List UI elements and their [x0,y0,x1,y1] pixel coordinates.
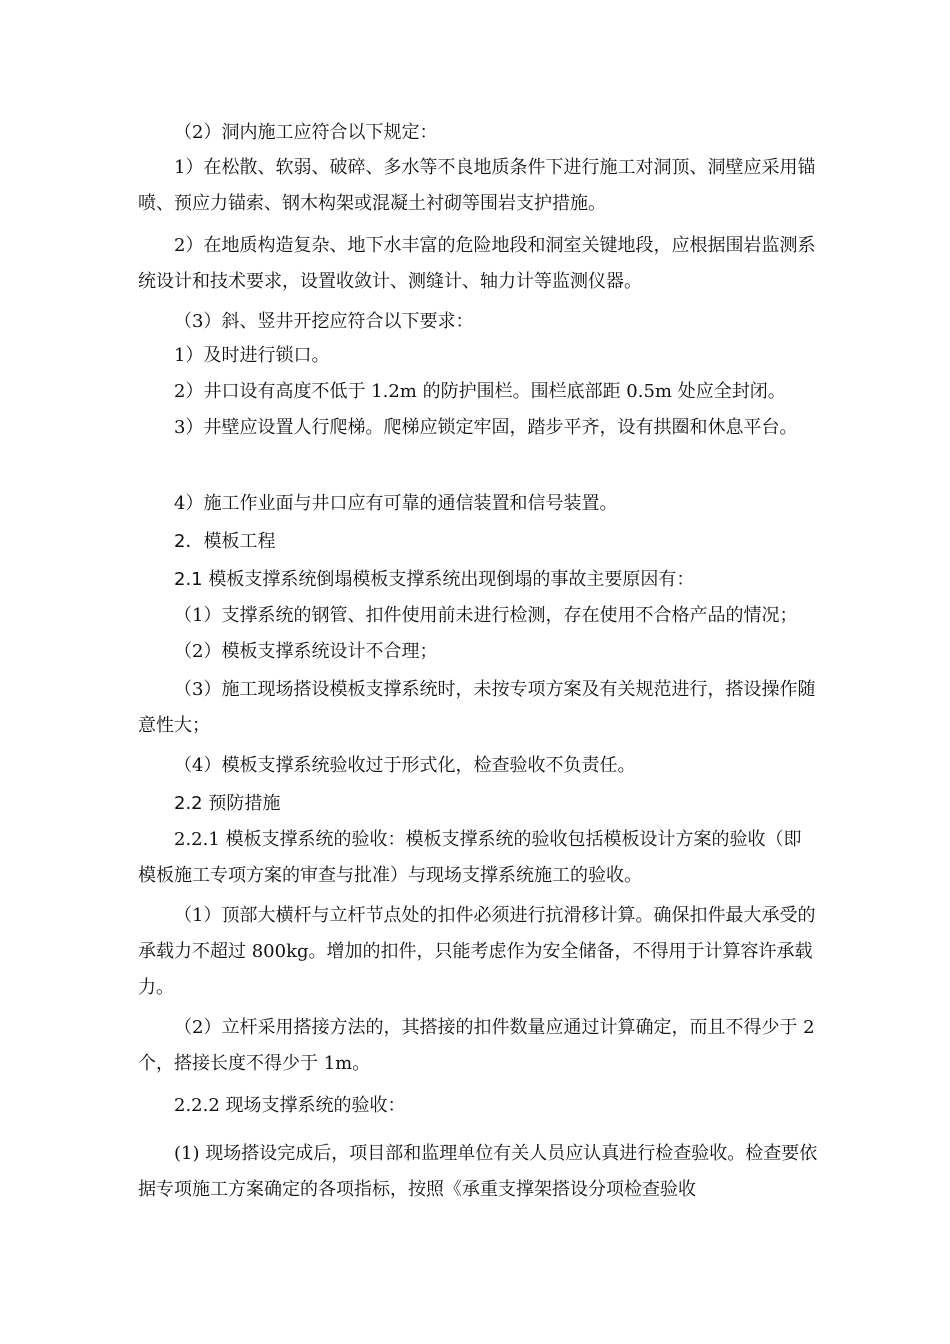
paragraph-15: （2）立杆采用搭接方法的，其搭接的扣件数量应通过计算确定，而且不得少于 2 个，搭接长度不得少于 1m。 [138,1017,815,1074]
paragraph-7: 3）井壁应设置人行爬梯。爬梯应锁定牢固，踏步平齐，设有拱圈和休息平台。 [174,417,798,438]
section-heading-2: 2．模板工程 [174,531,276,552]
subheading-2-1: 2.1 模板支撑系统倒塌 [174,569,353,590]
paragraph-2-1 [138,562,818,598]
paragraph-3: 2）在地质构造复杂、地下水丰富的危险地段和洞室关键地段，应根据围岩监测系统设计和技术要求，设置收敛计、测缝计、轴力计等监测仪器。 [138,235,816,292]
paragraph-1: （2）洞内施工应符合以下规定： [174,122,438,143]
paragraph-2-1-text: 模板支撑系统出现倒塌的事故主要原因有： [352,569,695,590]
paragraph-2: 1）在松散、软弱、破碎、多水等不良地质条件下进行施工对洞顶、洞壁应采用锚喷、预应力锚索、钢木构架或混凝土衬砌等围岩支护措施。 [138,157,816,214]
paragraph-9: （1）支撑系统的钢管、扣件使用前未进行检测，存在使用不合格产品的情况； [174,605,798,626]
paragraph-17: (1) 现场搭设完成后，项目部和监理单位有关人员应认真进行检查验收。检查要依据专项施工方案确定的各项指标，按照《承重支撑架搭设分项检查验收 [138,1143,818,1200]
paragraph-4: （3）斜、竖井开挖应符合以下要求： [174,311,474,332]
paragraph-5: 1）及时进行锁口。 [174,345,330,366]
paragraph-13: 2.2.1 模板支撑系统的验收：模板支撑系统的验收包括模板设计方案的验收（即模板施工专项方案的审查与批准）与现场支撑系统施工的验收。 [138,829,802,886]
paragraph-6: 2）井口设有高度不低于 1.2m 的防护围栏。围栏底部距 0.5m 处应全封闭。 [174,381,786,402]
paragraph-8: 4）施工作业面与井口应有可靠的通信装置和信号装置。 [174,493,618,514]
paragraph-11: （3）施工现场搭设模板支撑系统时，未按专项方案及有关规范进行，搭设操作随意性大； [138,679,816,736]
paragraph-12: （4）模板支撑系统验收过于形式化，检查验收不负责任。 [174,755,636,776]
subheading-2-2: 2.2 预防措施 [174,793,281,814]
paragraph-16: 2.2.2 现场支撑系统的验收： [174,1095,406,1116]
paragraph-10: （2）模板支撑系统设计不合理； [174,641,438,662]
paragraph-14: （1）顶部大横杆与立杆节点处的扣件必须进行抗滑移计算。确保扣件最大承受的承载力不超过 800kg。增加的扣件，只能考虑作为安全储备，不得用于计算容许承载力。 [138,905,816,998]
